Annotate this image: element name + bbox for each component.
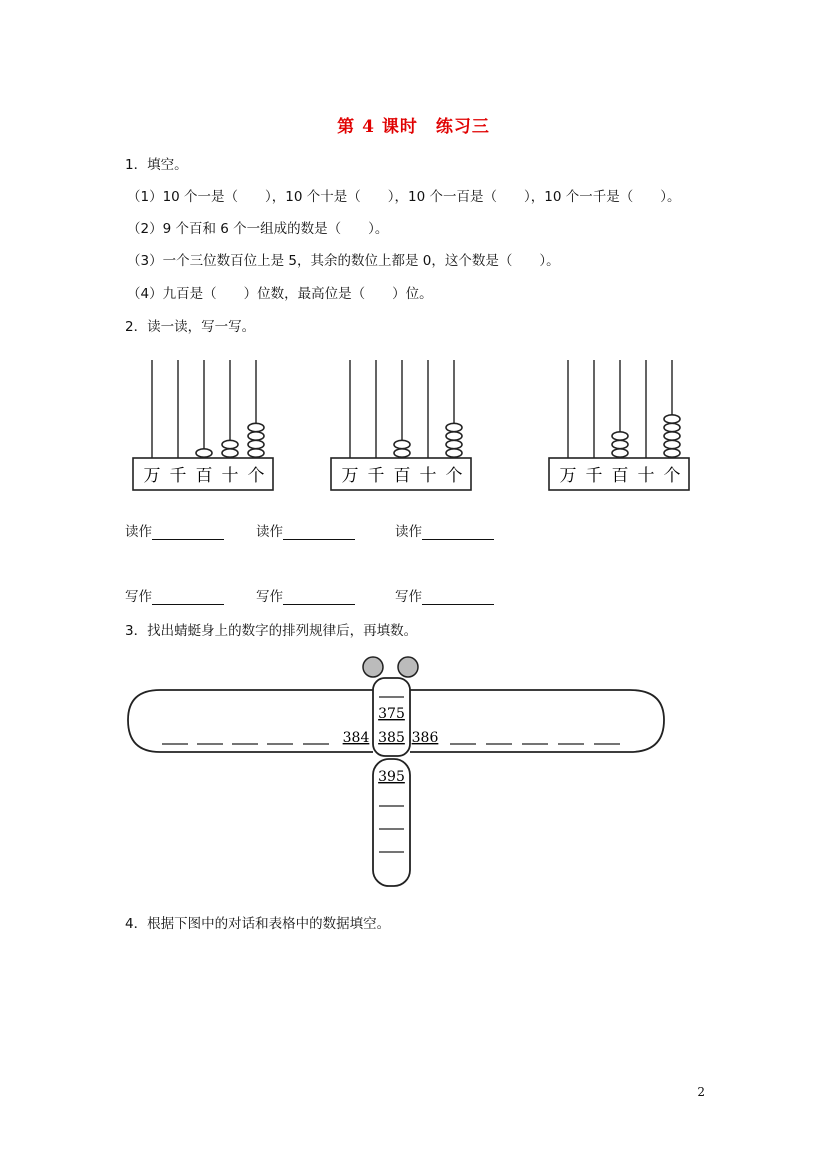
- abacus-bead: [612, 440, 628, 448]
- abacus-place-label: 千: [169, 466, 187, 486]
- dragonfly-figure: [128, 657, 664, 886]
- abacus-place-label: 十: [637, 466, 655, 486]
- abacus-bead: [446, 423, 462, 431]
- abacus-bead: [248, 440, 264, 448]
- left-eye-icon: [363, 657, 383, 677]
- left-wing: [128, 690, 373, 752]
- q1-heading: 1．填空。: [125, 157, 188, 173]
- abacus-place-label: 百: [393, 466, 411, 486]
- write-blank[interactable]: [152, 590, 224, 605]
- abacus-3: [549, 360, 689, 490]
- q4-heading: 4．根据下图中的对话和表格中的数据填空。: [125, 916, 391, 932]
- number-375: 375: [378, 706, 405, 722]
- q1-item-2: （2）9 个百和 6 个一组成的数是（ ）。: [127, 221, 389, 237]
- abacus-bead: [664, 449, 680, 457]
- abacus-bead: [612, 449, 628, 457]
- abacus-bead: [664, 432, 680, 440]
- write-row-2: [256, 585, 355, 605]
- abacus-bead: [664, 423, 680, 431]
- read-blank[interactable]: [152, 525, 224, 540]
- abacus-place-label: 万: [559, 466, 577, 486]
- number-395: 395: [378, 769, 405, 785]
- abacus-bead: [394, 449, 410, 457]
- abacus-place-label: 万: [143, 466, 161, 486]
- read-row-2: [256, 520, 355, 540]
- abacus-place-label: 十: [221, 466, 239, 486]
- write-row-1: [125, 585, 224, 605]
- abacus-place-label: 万: [341, 466, 359, 486]
- read-blank[interactable]: [283, 525, 355, 540]
- abacus-bead: [664, 440, 680, 448]
- write-label: 写作: [256, 589, 283, 605]
- abacus-place-label: 千: [367, 466, 385, 486]
- abacus-bead: [248, 432, 264, 440]
- abacus-bead: [446, 440, 462, 448]
- abacus-bead: [222, 440, 238, 448]
- abacus-place-label: 百: [195, 466, 213, 486]
- q1-item-4: （4）九百是（ ）位数，最高位是（ ）位。: [127, 286, 433, 302]
- q3-heading: 3．找出蜻蜓身上的数字的排列规律后，再填数。: [125, 623, 418, 639]
- q2-heading: 2．读一读，写一写。: [125, 319, 256, 335]
- abaci-group: [133, 360, 689, 490]
- right-eye-icon: [398, 657, 418, 677]
- abacus-2: [331, 360, 471, 490]
- read-label: 读作: [125, 524, 152, 540]
- abacus-bead: [446, 432, 462, 440]
- right-wing: [410, 690, 664, 752]
- abacus-place-label: 百: [611, 466, 629, 486]
- abacus-bead: [222, 449, 238, 457]
- q1-item-3: （3）一个三位数百位上是 5，其余的数位上都是 0，这个数是（ ）。: [127, 253, 560, 269]
- abacus-bead: [446, 449, 462, 457]
- write-blank[interactable]: [422, 590, 494, 605]
- abacus-bead: [248, 449, 264, 457]
- read-row-3: [395, 520, 494, 540]
- abacus-bead: [664, 415, 680, 423]
- write-row-3: [395, 585, 494, 605]
- abacus-place-label: 个: [445, 466, 463, 486]
- abacus-bead: [612, 432, 628, 440]
- abacus-bead: [394, 440, 410, 448]
- q1-item-1: （1）10 个一是（ ），10 个十是（ ），10 个一百是（ ），10 个一千是（ ）。: [127, 189, 681, 205]
- abacus-bead: [196, 449, 212, 457]
- read-label: 读作: [395, 524, 422, 540]
- abacus-bead: [248, 423, 264, 431]
- abacus-place-label: 个: [247, 466, 265, 486]
- write-label: 写作: [125, 589, 152, 605]
- number-385: 385: [378, 730, 405, 746]
- read-row-1: [125, 520, 224, 540]
- number-386: 386: [411, 730, 439, 746]
- read-blank[interactable]: [422, 525, 494, 540]
- abacus-place-label: 个: [663, 466, 681, 486]
- abacus-1: [133, 360, 273, 490]
- number-384: 384: [342, 730, 370, 746]
- abacus-place-label: 十: [419, 466, 437, 486]
- page-number: 2: [697, 1085, 705, 1099]
- write-label: 写作: [395, 589, 422, 605]
- abacus-place-label: 千: [585, 466, 603, 486]
- read-label: 读作: [256, 524, 283, 540]
- lesson-title: 第 4 课时 练习三: [337, 117, 490, 137]
- write-blank[interactable]: [283, 590, 355, 605]
